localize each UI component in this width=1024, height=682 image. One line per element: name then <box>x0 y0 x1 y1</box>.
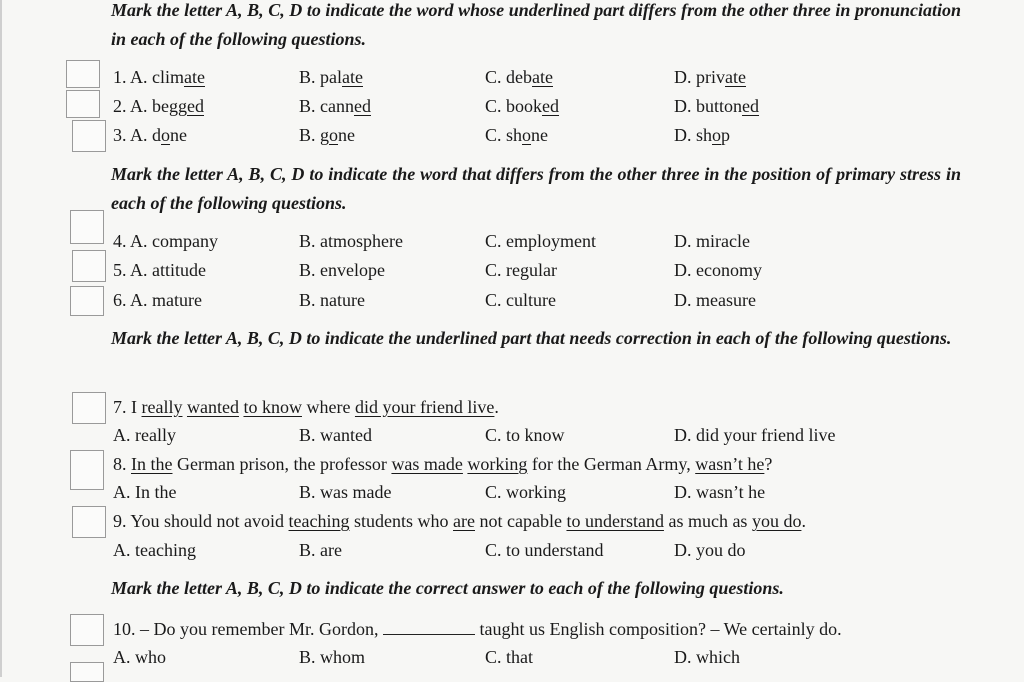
q3-option-c: C. shone <box>485 125 549 145</box>
section-1-heading: Mark the letter A, B, C, D to indicate the word whose underlined part differs from the other three in pronunciation in each of the following questions. <box>111 0 961 49</box>
q6-option-b: B. nature <box>299 290 365 310</box>
q5-option-b: B. envelope <box>299 260 385 280</box>
q1-option-d: D. private <box>674 67 746 87</box>
q9-option-c: C. to understand <box>485 540 604 560</box>
section-2-heading: Mark the letter A, B, C, D to indicate the word that differs from the other three in the position of primary stress in each of the following questions. <box>111 164 961 213</box>
q6-option-d: D. measure <box>674 290 756 310</box>
q1-option-a: 1. A. climate <box>113 67 205 87</box>
q1-option-b: B. palate <box>299 67 363 87</box>
answer-box-8[interactable] <box>70 450 104 490</box>
answer-box-10[interactable] <box>70 614 104 646</box>
answer-box-7[interactable] <box>72 392 106 424</box>
q5-option-a: 5. A. attitude <box>113 260 206 280</box>
q2-option-c: C. booked <box>485 96 560 116</box>
answer-box-1[interactable] <box>66 60 100 88</box>
q3-option-a: 3. A. done <box>113 125 188 145</box>
q9-option-d: D. you do <box>674 540 746 560</box>
q10-blank[interactable] <box>383 618 475 635</box>
q6-option-a: 6. A. mature <box>113 290 202 310</box>
q4-option-c: C. employment <box>485 231 596 251</box>
answer-box-9[interactable] <box>72 506 106 538</box>
q10-stem: 10. – Do you remember Mr. Gordon, taught us English composition? – We certainly do. <box>113 619 842 639</box>
q7-option-a: A. really <box>113 425 176 445</box>
q8-option-d: D. wasn’t he <box>674 482 766 502</box>
answer-box-2[interactable] <box>66 90 100 118</box>
q7-option-c: C. to know <box>485 425 565 445</box>
q4-option-d: D. miracle <box>674 231 750 251</box>
section-4-heading: Mark the letter A, B, C, D to indicate the correct answer to each of the following questions. <box>111 578 784 598</box>
q8-stem: 8. In the German prison, the professor was made working for the German Army, wasn’t he? <box>113 454 773 474</box>
q7-option-b: B. wanted <box>299 425 372 445</box>
q4-option-a: 4. A. company <box>113 231 218 251</box>
q10-option-a: A. who <box>113 647 166 667</box>
q8-option-c: C. working <box>485 482 566 502</box>
answer-box-3[interactable] <box>72 120 106 152</box>
q7-option-d: D. did your friend live <box>674 425 836 445</box>
q6-option-c: C. culture <box>485 290 556 310</box>
q5-option-d: D. economy <box>674 260 762 280</box>
q9-stem: 9. You should not avoid teaching students who are not capable to understand as much as you do. <box>113 511 806 531</box>
q3-option-b: B. gone <box>299 125 356 145</box>
q3-option-d: D. shop <box>674 125 731 145</box>
q10-option-c: C. that <box>485 647 533 667</box>
q9-option-a: A. teaching <box>113 540 196 560</box>
q9-option-b: B. are <box>299 540 342 560</box>
q4-option-b: B. atmosphere <box>299 231 403 251</box>
q1-option-c: C. debate <box>485 67 553 87</box>
answer-box-5[interactable] <box>72 250 106 282</box>
q2-option-d: D. buttoned <box>674 96 760 116</box>
q8-option-b: B. was made <box>299 482 392 502</box>
q2-option-b: B. canned <box>299 96 371 116</box>
q8-option-a: A. In the <box>113 482 177 502</box>
left-edge-line <box>0 0 2 677</box>
answer-box-11[interactable] <box>70 662 104 682</box>
answer-box-4[interactable] <box>70 210 104 244</box>
q5-option-c: C. regular <box>485 260 557 280</box>
q2-option-a: 2. A. begged <box>113 96 204 116</box>
section-3-heading: Mark the letter A, B, C, D to indicate the underlined part that needs correction in each of the following questions. <box>111 328 952 348</box>
q10-option-d: D. which <box>674 647 740 667</box>
q7-stem: 7. I really wanted to know where did your friend live. <box>113 397 499 417</box>
q10-option-b: B. whom <box>299 647 366 667</box>
answer-box-6[interactable] <box>70 286 104 316</box>
